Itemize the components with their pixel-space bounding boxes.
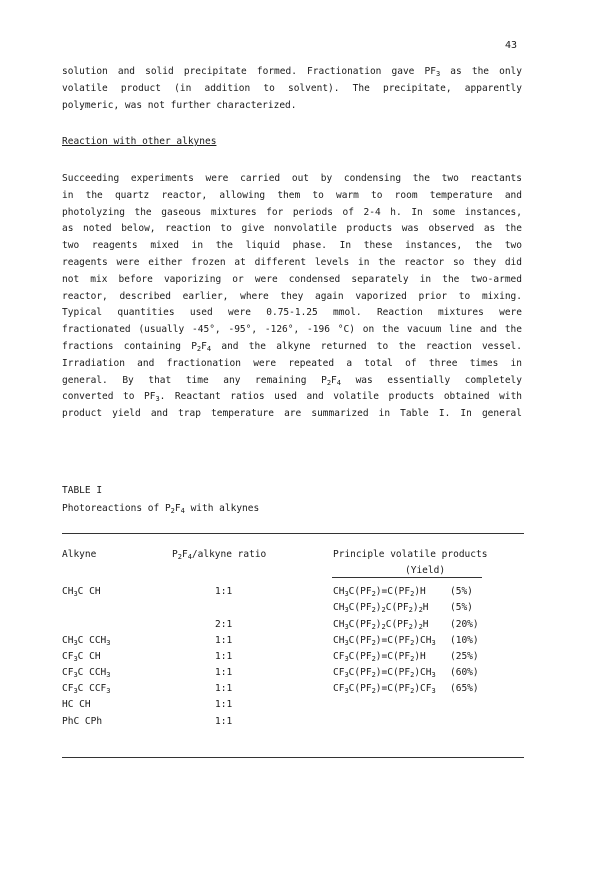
text-line: polymeric, was not further characterized. xyxy=(62,99,297,111)
cell-alkyne: $CF_3C$ $CCF_3$ xyxy=(62,683,111,695)
cell-ratio: 1:1 xyxy=(215,716,233,727)
text-line: Succeeding experiments were carried out by condensing the two reactants xyxy=(62,173,522,184)
cell-product: $CF_3C(PF_2)=C(PF_2)H$ xyxy=(333,651,426,663)
column-header-products: Principle volatile products xyxy=(333,549,488,560)
text-line: fractions containing $P_2F_4$ and the alkyne returned to the reaction vessel. xyxy=(62,340,522,353)
table-caption: Photoreactions of $P_2F_4$ with alkynes xyxy=(62,503,260,515)
table-top-rule xyxy=(62,533,524,534)
paragraph-intro xyxy=(62,64,522,114)
text-line: general. By that time any remaining $P_2F_4$ was essentially completely xyxy=(62,374,522,387)
cell-product: $CH_3C(PF_2)_2C(PF_2)_2H$ xyxy=(333,602,429,614)
text-line: reactor, described earlier, where they again vaporized prior to mixing. xyxy=(62,290,522,302)
cell-product: $CH_3C(PF_2)=C(PF_2)H$ xyxy=(333,586,426,598)
cell-ratio: 1:1 xyxy=(215,683,233,694)
cell-product: $CH_3C(PF_2)=C(PF_2)CH_3$ xyxy=(333,635,436,647)
table-label: TABLE I xyxy=(62,485,103,496)
text-line: reagents were either frozen at different levels in the reactor so they did xyxy=(62,256,522,268)
cell-ratio: 1:1 xyxy=(215,635,233,646)
cell-product: $CF_3C(PF_2)=C(PF_2)CF_3$ xyxy=(333,683,436,695)
column-header-ratio: $P_2F_4$/alkyne ratio xyxy=(172,549,267,561)
section-heading: Reaction with other alkynes xyxy=(62,136,217,147)
cell-yield: (25%) xyxy=(450,651,479,662)
column-header-alkyne: Alkyne xyxy=(62,549,97,560)
cell-yield: (20%) xyxy=(450,619,479,630)
text-line: product yield and trap temperature are summarized in Table I. In general xyxy=(62,408,522,420)
cell-alkyne: HC CH xyxy=(62,699,91,710)
cell-product: $CF_3C(PF_2)=C(PF_2)CH_3$ xyxy=(333,667,436,679)
text-line: fractionated (usually -45°, -95°, -126°, -196 °C) on the vacuum line and the xyxy=(62,324,522,336)
cell-alkyne: $CH_3C$ $CCH_3$ xyxy=(62,635,111,647)
text-line: photolyzing the gaseous mixtures for periods of 2-4 h. In some instances, xyxy=(62,206,522,218)
cell-yield: (60%) xyxy=(450,667,479,678)
cell-alkyne: $CF_3C$ CH xyxy=(62,651,101,663)
text-line: solution and solid precipitate formed. Fractionation gave $PF_3$ as the only xyxy=(62,66,522,78)
cell-alkyne: $CF_3C$ $CCH_3$ xyxy=(62,667,111,679)
text-line: volatile product (in addition to solvent). The precipitate, apparently xyxy=(62,82,522,94)
cell-yield: (5%) xyxy=(450,602,473,613)
text-line: converted to $PF_3$. Reactant ratios used and volatile products obtained with xyxy=(62,391,523,404)
column-header-rule xyxy=(332,577,482,578)
column-header-yield: (Yield) xyxy=(405,565,446,576)
text-line: Typical quantities used were 0.75-1.25 mmol. Reaction mixtures were xyxy=(62,307,522,319)
page-number: 43 xyxy=(505,40,518,51)
text-line: in the quartz reactor, allowing them to warm to room temperature and xyxy=(62,189,522,201)
cell-yield: (5%) xyxy=(450,586,473,597)
cell-ratio: 1:1 xyxy=(215,667,233,678)
paragraph-main xyxy=(62,171,522,423)
text-line: as noted below, reaction to give nonvolatile products was observed as the xyxy=(62,223,522,235)
cell-alkyne: PhC CPh xyxy=(62,716,103,727)
text-line: not mix before vaporizing or were condensed separately in the two-armed xyxy=(62,273,522,285)
cell-alkyne: $CH_3C$ CH xyxy=(62,586,101,598)
cell-ratio: 1:1 xyxy=(215,651,233,662)
cell-yield: (10%) xyxy=(450,635,479,646)
cell-yield: (65%) xyxy=(450,683,479,694)
cell-ratio: 1:1 xyxy=(215,586,233,597)
table-bottom-rule xyxy=(62,757,524,758)
cell-ratio: 2:1 xyxy=(215,619,233,630)
text-line: two reagents mixed in the liquid phase. In these instances, the two xyxy=(62,240,522,252)
cell-product: $CH_3C(PF_2)_2C(PF_2)_2H$ xyxy=(333,619,429,631)
cell-ratio: 1:1 xyxy=(215,699,233,710)
text-line: Irradiation and fractionation were repeated a total of three times in xyxy=(62,357,522,369)
